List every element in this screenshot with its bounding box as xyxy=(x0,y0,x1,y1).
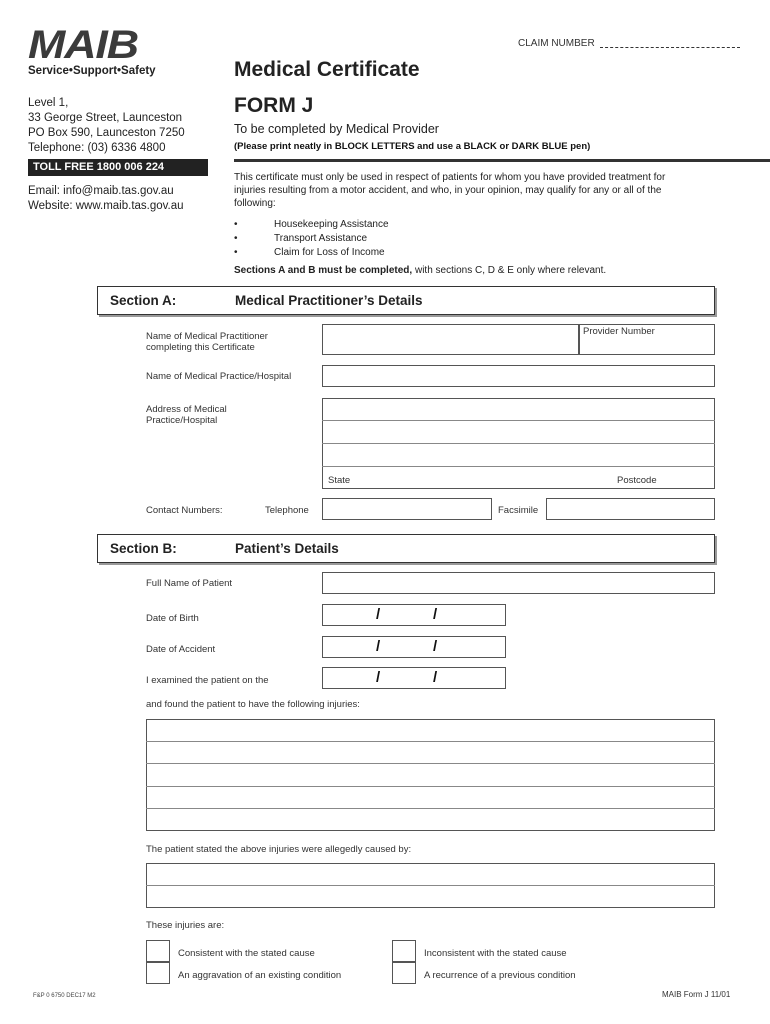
injuries-line-divider xyxy=(146,786,715,787)
address-line1: Level 1, xyxy=(28,97,69,109)
address-block xyxy=(28,96,185,156)
claim-number-line[interactable] xyxy=(600,47,740,48)
print-instruction: (Please print neatly in BLOCK LETTERS and use a BLACK or DARK BLUE pen) xyxy=(234,141,591,152)
contact-block xyxy=(28,184,184,214)
consistent-checkbox[interactable] xyxy=(146,940,170,962)
injuries-field[interactable] xyxy=(146,719,715,831)
practice-address-label: Address of Medical Practice/Hospital xyxy=(146,404,227,426)
intro-bullets xyxy=(234,218,389,260)
bullet-item: • Housekeeping Assistance xyxy=(234,219,389,230)
address-line-divider xyxy=(322,466,715,467)
section-a-title: Medical Practitioner’s Details xyxy=(235,293,423,308)
postcode-label: Postcode xyxy=(617,475,657,486)
bullet-item: • Transport Assistance xyxy=(234,233,368,244)
bullet-item: • Claim for Loss of Income xyxy=(234,247,385,258)
address-telephone: Telephone: (03) 6336 4800 xyxy=(28,142,166,154)
telephone-field[interactable] xyxy=(322,498,492,520)
practice-name-label: Name of Medical Practice/Hospital xyxy=(146,371,292,382)
inconsistent-checkbox[interactable] xyxy=(392,940,416,962)
date-separator: / xyxy=(376,606,381,623)
practitioner-name-label: Name of Medical Practitioner completing this Certificate xyxy=(146,331,268,353)
logo-text: MAIB xyxy=(28,23,139,67)
facsimile-field[interactable] xyxy=(546,498,715,520)
dob-field[interactable] xyxy=(322,604,506,626)
facsimile-label: Facsimile xyxy=(498,505,539,516)
dob-label: Date of Birth xyxy=(146,613,199,624)
date-separator: / xyxy=(376,669,381,686)
claim-number xyxy=(518,38,595,49)
injuries-label: and found the patient to have the following injuries: xyxy=(146,699,360,710)
header-rule xyxy=(234,159,770,162)
option-recurrence: A recurrence of a previous condition xyxy=(424,970,576,981)
toll-free-badge: TOLL FREE 1800 006 224 xyxy=(28,159,208,176)
doa-label: Date of Accident xyxy=(146,644,216,655)
option-inconsistent: Inconsistent with the stated cause xyxy=(424,948,567,959)
date-separator: / xyxy=(376,638,381,655)
patient-name-field[interactable] xyxy=(322,572,715,594)
provider-number-label: Provider Number xyxy=(583,326,655,337)
practitioner-name-field[interactable] xyxy=(322,324,579,355)
section-b-label: Section B: xyxy=(110,541,177,556)
address-line-divider xyxy=(322,420,715,421)
sections-note-rest: with sections C, D & E only where relevant. xyxy=(412,265,607,276)
form-label: FORM J xyxy=(234,94,314,117)
injuries-line-divider xyxy=(146,808,715,809)
caused-line-divider xyxy=(146,885,715,886)
option-aggravation: An aggravation of an existing condition xyxy=(178,970,342,981)
sections-note-bold: Sections A and B must be completed, xyxy=(234,265,413,276)
intro-text: This certificate must only be used in respect of patients for whom you have provided treatment for injuries resulting from a motor accident, and who, in your opinion, may qualify for any or all of the following: xyxy=(234,172,666,209)
email-text: Email: info@maib.tas.gov.au xyxy=(28,185,174,197)
address-line-divider xyxy=(322,443,715,444)
these-injuries-label: These injuries are: xyxy=(146,920,225,931)
footer-right-code: MAIB Form J 11/01 xyxy=(662,990,731,999)
logo-tagline: Service•Support•Safety xyxy=(28,65,156,77)
caused-by-label: The patient stated the above injuries were allegedly caused by: xyxy=(146,844,412,855)
injuries-line-divider xyxy=(146,763,715,764)
state-label: State xyxy=(328,475,351,486)
recurrence-checkbox[interactable] xyxy=(392,962,416,984)
examined-date-field[interactable] xyxy=(322,667,506,689)
option-consistent: Consistent with the stated cause xyxy=(178,948,315,959)
website-text: Website: www.maib.tas.gov.au xyxy=(28,200,184,212)
sections-note xyxy=(234,265,606,276)
date-separator: / xyxy=(433,669,438,686)
injuries-line-divider xyxy=(146,741,715,742)
maib-logo xyxy=(28,23,163,77)
examined-label: I examined the patient on the xyxy=(146,675,269,686)
page-title: Medical Certificate xyxy=(234,58,420,81)
claim-number-label: CLAIM NUMBER xyxy=(518,38,595,49)
section-b-title: Patient’s Details xyxy=(235,541,339,556)
footer-left-code: F&P 0 6750 DEC17 M2 xyxy=(33,993,96,999)
form-subtitle: To be completed by Medical Provider xyxy=(234,122,439,136)
section-a-label: Section A: xyxy=(110,293,177,308)
date-separator: / xyxy=(433,606,438,623)
patient-name-label: Full Name of Patient xyxy=(146,578,233,589)
contact-numbers-label: Contact Numbers: xyxy=(146,505,223,516)
address-line3: PO Box 590, Launceston 7250 xyxy=(28,127,185,139)
practice-name-field[interactable] xyxy=(322,365,715,387)
section-b-bar xyxy=(97,534,715,563)
date-separator: / xyxy=(433,638,438,655)
section-a-bar xyxy=(97,286,715,315)
address-line2: 33 George Street, Launceston xyxy=(28,112,183,124)
doa-field[interactable] xyxy=(322,636,506,658)
aggravation-checkbox[interactable] xyxy=(146,962,170,984)
telephone-label: Telephone xyxy=(265,505,309,516)
